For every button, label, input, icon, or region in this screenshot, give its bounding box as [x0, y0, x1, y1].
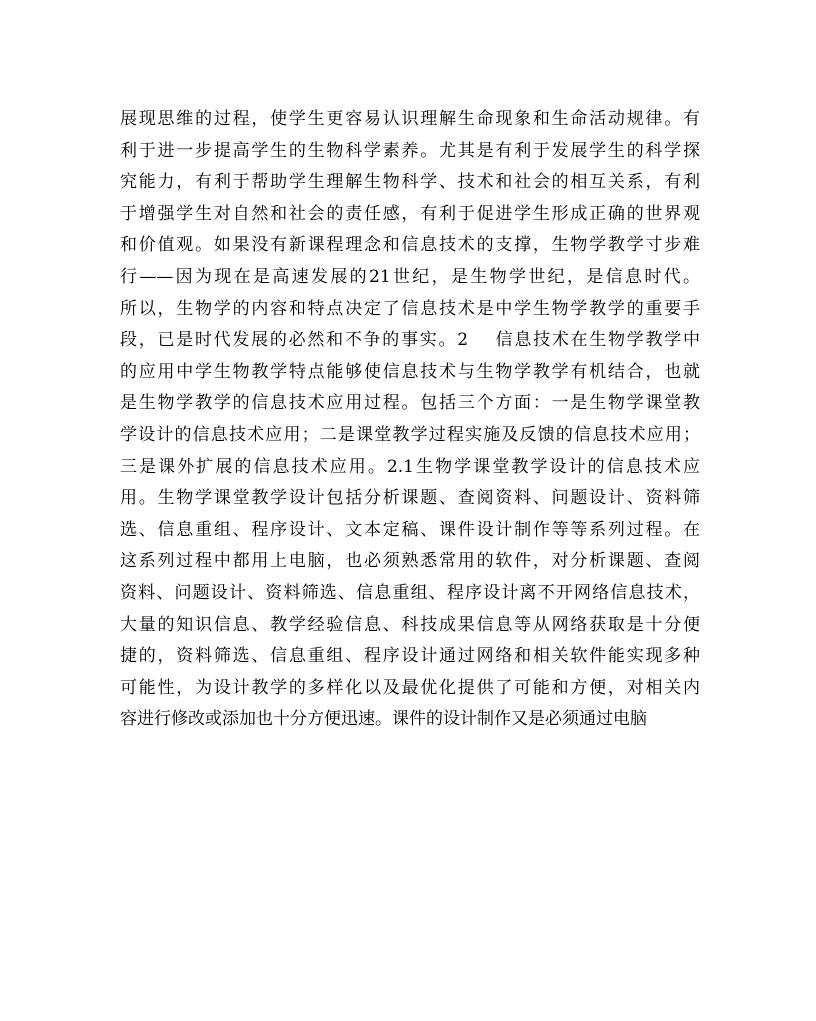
text-line-11: 学设计的信息技术应用；二是课堂教学过程实施及反馈的信息技术应用；: [120, 424, 700, 445]
body-text: [120, 104, 700, 736]
text-line-10: 是生物学教学的信息技术应用过程。包括三个方面：一是生物学课堂教: [120, 393, 700, 414]
text-line-17: 大量的知识信息、教学经验信息、科技成果信息等从网络获取是十分便: [120, 614, 700, 635]
text-line-2: 利于进一步提高学生的生物科学素养。尤其是有利于发展学生的科学探: [120, 140, 700, 161]
text-line-16: 资料、问题设计、资料筛选、信息重组、程序设计离不开网络信息技术，: [120, 582, 700, 603]
text-line-13: 用。生物学课堂教学设计包括分析课题、查阅资料、问题设计、资料筛: [120, 488, 700, 509]
text-line-8: 段，已是时代发展的必然和不争的事实。2 信息技术在生物学教学中: [120, 330, 700, 351]
text-line-3: 究能力，有利于帮助学生理解生物科学、技术和社会的相互关系，有利: [120, 172, 700, 193]
text-line-9: 的应用中学生物教学特点能够使信息技术与生物学教学有机结合，也就: [120, 361, 700, 382]
text-line-4: 于增强学生对自然和社会的责任感，有利于促进学生形成正确的世界观: [120, 203, 700, 224]
text-line-19: 可能性，为设计教学的多样化以及最优化提供了可能和方便，对相关内: [120, 677, 700, 698]
text-line-7: 所以，生物学的内容和特点决定了信息技术是中学生物学教学的重要手: [120, 298, 700, 319]
text-line-18: 捷的，资料筛选、信息重组、程序设计通过网络和相关软件能实现多种: [120, 646, 700, 667]
text-line-12: 三是课外扩展的信息技术应用。2.1生物学课堂教学设计的信息技术应: [120, 456, 700, 477]
text-line-15: 这系列过程中都用上电脑，也必须熟悉常用的软件，对分析课题、查阅: [120, 551, 700, 572]
text-line-1: 展现思维的过程，使学生更容易认识理解生命现象和生命活动规律。有: [120, 109, 700, 129]
text-line-14: 选、信息重组、程序设计、文本定稿、课件设计制作等等系列过程。在: [120, 519, 700, 540]
text-line-6: 行——因为现在是高速发展的21世纪，是生物学世纪，是信息时代。: [120, 266, 700, 287]
text-line-5: 和价值观。如果没有新课程理念和信息技术的支撑，生物学教学寸步难: [120, 235, 700, 256]
text-line-20: 容进行修改或添加也十分方便迅速。课件的设计制作又是必须通过电脑: [120, 709, 647, 730]
